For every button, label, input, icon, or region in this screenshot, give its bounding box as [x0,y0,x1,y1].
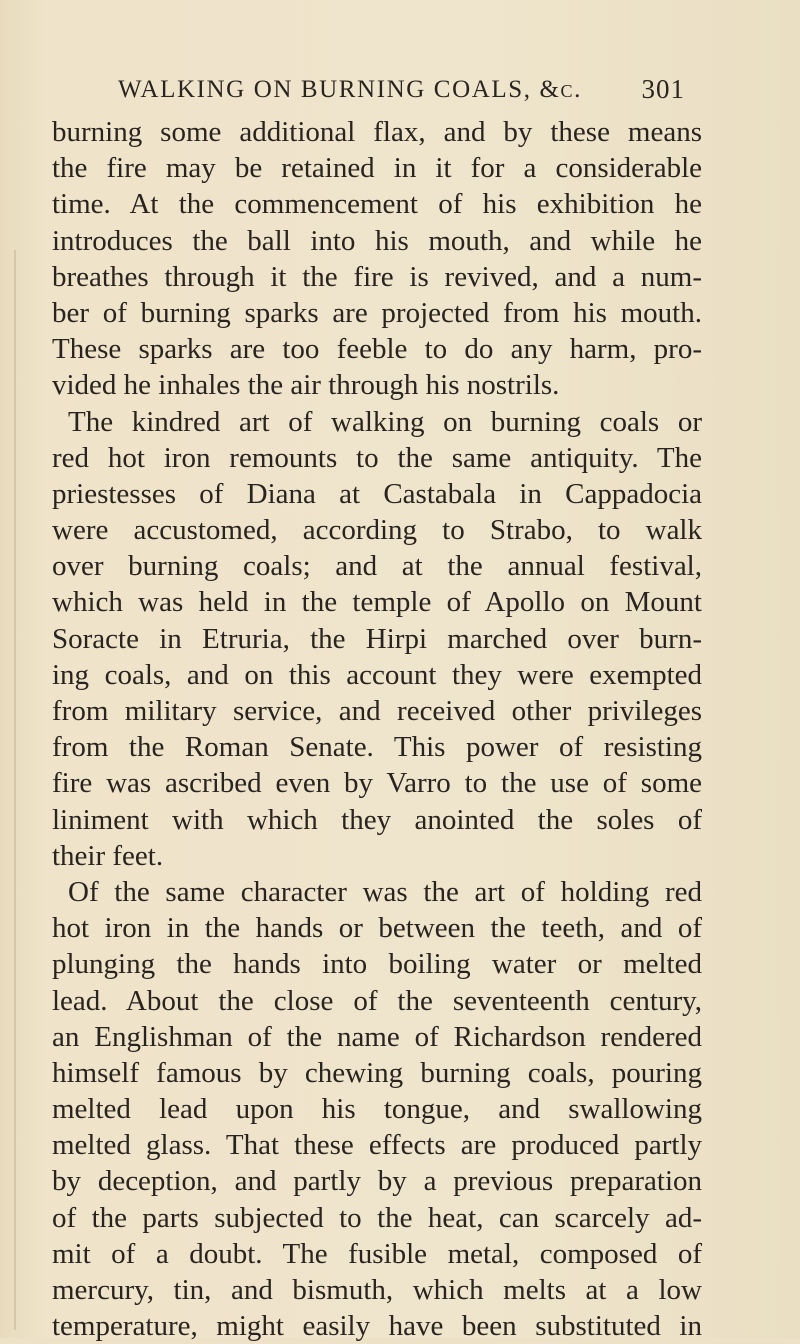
text-line: temperature, might easily have been substituted in [52,1310,702,1343]
text-line: melted lead upon his tongue, and swallowing [52,1093,702,1126]
text-line: fire was ascribed even by Varro to the use of some [52,767,702,800]
text-line: ing coals, and on this account they were exempted [52,658,702,691]
text-line: over burning coals; and at the annual festival, [52,550,702,583]
paragraph-start: Of the same character was the art of holding red [68,875,702,908]
text-line: from military service, and received other privileges [52,695,702,727]
text-line: an Englishman of the name of Richardson rendered [52,1020,702,1053]
text-line: priestesses of Diana at Castabala in Cappadocia [52,477,702,510]
text-line: liniment with which they anointed the soles of [52,803,702,836]
text-line: red hot iron remounts to the same antiquity. The [52,441,702,474]
text-line: Soracte in Etruria, the Hirpi marched over burn- [52,622,702,655]
text-line: from the Roman Senate. This power of resisting [52,731,702,764]
text-line: by deception, and partly by a previous preparation [52,1165,702,1198]
text-line: were accustomed, according to Strabo, to walk [52,514,702,547]
text-line: their feet. [52,839,164,872]
running-head [118,76,685,116]
paragraph-start: The kindred art of walking on burning coals or [68,405,702,438]
text-line: himself famous by chewing burning coals, pouring [52,1056,702,1089]
text-line: mercury, tin, and bismuth, which melts at a low [52,1274,702,1306]
text-line: plunging the hands into boiling water or melted [52,948,702,981]
running-title: WALKING ON BURNING COALS, &c. [118,76,582,103]
text-line: ber of burning sparks are projected from his mouth. [52,296,702,329]
text-line: vided he inhales the air through his nostrils. [52,369,560,402]
text-line: burning some additional flax, and by these means [52,116,702,148]
text-line: time. At the commencement of his exhibition he [52,188,702,221]
page-number: 301 [641,74,685,104]
text-line: hot iron in the hands or between the teeth, and of [52,912,702,945]
body-text [52,114,702,1344]
text-line: of the parts subjected to the heat, can scarcely ad- [52,1201,702,1234]
text-line: the fire may be retained in it for a considerable [52,152,702,185]
text-line: mit of a doubt. The fusible metal, composed of [52,1237,702,1270]
text-line: melted glass. That these effects are produced partly [52,1129,702,1162]
page-edge-shadow [14,250,16,1330]
text-line: These sparks are too feeble to do any harm, pro- [52,333,702,366]
text-line: which was held in the temple of Apollo on Mount [52,586,702,619]
text-line: introduces the ball into his mouth, and while he [52,224,702,257]
text-line: breathes through it the fire is revived, and a num- [52,260,702,293]
text-line: lead. About the close of the seventeenth century, [52,984,702,1017]
